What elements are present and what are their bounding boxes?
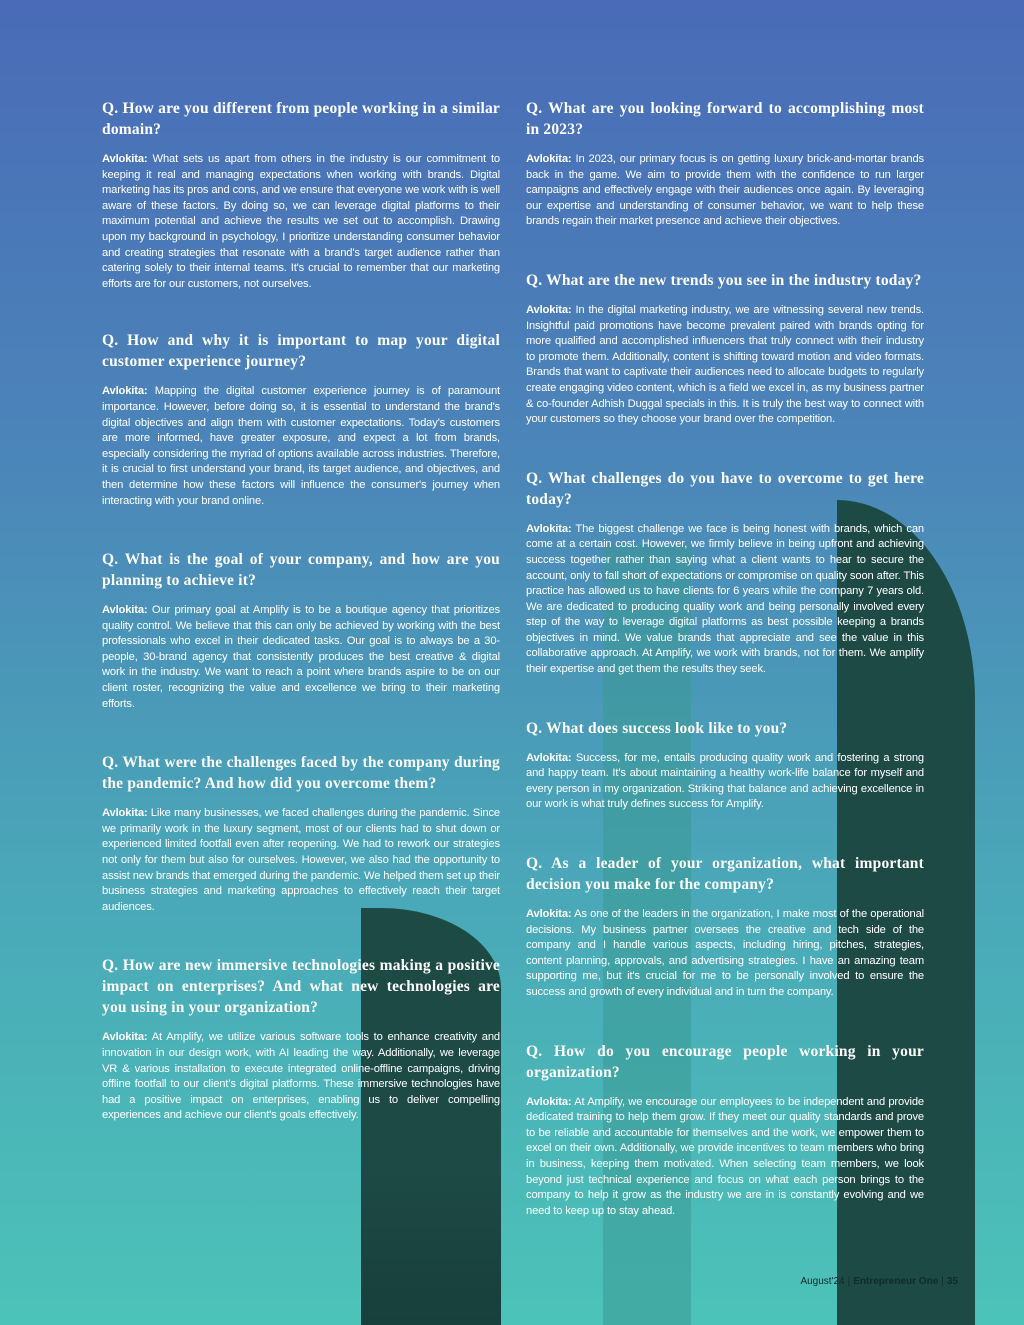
speaker-label: Avlokita: (526, 1095, 572, 1108)
question-heading: Q. How do you encourage people working in your organization? (526, 1042, 924, 1081)
answer-text (526, 152, 924, 230)
qa-block (102, 98, 500, 292)
speaker-label: Avlokita: (526, 908, 572, 921)
publication-name: Entrepreneur One (853, 1276, 939, 1287)
page-footer (800, 1276, 958, 1287)
speaker-label: Avlokita: (526, 303, 572, 316)
answer-body: At Amplify, we utilize various software tools to enhance creativity and innovation in our design work, with AI leading the way. Additionally, we leverage VR & various installation to execute integrated online-offline campaigns, driving offline footfall to our client's digital platforms. These immersive technologies have had a positive impact on enterprises, enabling us to deliver compelling experiences and achieve our client's goals effectively. (102, 1031, 501, 1122)
question-heading: Q. How are new immersive technologies making a positive impact on enterprises? And what new technologies are you using in your organization? (102, 957, 500, 1017)
answer-text (526, 303, 924, 428)
answer-body: In 2023, our primary focus is on getting luxury brick-and-mortar brands back in the game. We aim to provide them with the confidence to run larger campaigns and effectively engage with their audiences once again. By leveraging our expertise and understanding of consumer behavior, we want to help these brands regain their market presence and achieve their objectives. (526, 153, 924, 228)
qa-block (102, 955, 500, 1124)
issue-date: August'24 (800, 1276, 845, 1287)
qa-block (526, 718, 924, 813)
answer-body: Like many businesses, we faced challenges during the pandemic. Since we primarily work in the luxury segment, most of our clients had to shut down or experienced limited footfall even after reopening. We had to rework our strategies not only for them but also for ourselves. However, we also had the opportunity to assist new brands that emerged during the pandemic. We helped them set up their business strategies and marketing approaches to effectively reach their target audiences. (102, 807, 500, 913)
answer-text (102, 806, 500, 915)
qa-block (526, 1041, 924, 1220)
question-heading: Q. What were the challenges faced by the company during the pandemic? And how did you overcome them? (102, 754, 500, 793)
speaker-label: Avlokita: (102, 153, 148, 165)
speaker-label: Avlokita: (102, 1031, 148, 1044)
answer-body: Success, for me, entails producing quality work and fostering a strong and happy team. It’s about maintaining a healthy work-life balance for myself and every person in my organization. Striking that balance and achieving excellence in our work is what truly defines success for Amplify. (526, 751, 924, 811)
answer-text (102, 1030, 500, 1124)
question-heading: Q. What is the goal of your company, and how are you planning to achieve it? (102, 551, 500, 590)
qa-block (102, 752, 500, 915)
speaker-label: Avlokita: (102, 807, 148, 820)
question-heading: Q. What are the new trends you see in the industry today? (526, 271, 922, 289)
qa-block (526, 468, 924, 678)
left-column (102, 98, 500, 1124)
question-heading: Q. How and why it is important to map your digital customer experience journey? (102, 332, 500, 371)
answer-body: The biggest challenge we face is being honest with brands, which can come at a certain cost. However, we firmly believe in being upfront and achieving success together rather than saying what a client wants to hear to secure the account, only to fall short of expectations or compromise on quality soon after. This practice has allowed us to have clients for 6 years while the company 7 years old. We are dedicated to producing quality work and being personally involved every step of the way to leverage digital platforms as best possible keeping a brands objectives in mind. We value brands that appreciate and see the value in this collaborative approach. At Amplify, we work with brands, not for them. We amplify their expertise and get them the results they seek. (526, 522, 924, 676)
question-heading: Q. What challenges do you have to overcome to get here today? (526, 469, 924, 508)
answer-text (526, 1095, 924, 1220)
answer-body: Mapping the digital customer experience journey is of paramount importance. However, before doing so, it is essential to understand the brand's digital objectives and align them with customer expectations. Today's customers are more informed, have greater exposure, and expect a lot from brands, especially considering the myriad of options available across industries. Therefore, it is crucial to first understand your brand, its target audience, and objectives, and then determine how these factors will influence the consumer's journey when interacting with your brand online. (102, 385, 500, 507)
qa-block (526, 98, 924, 230)
answer-text (102, 384, 500, 509)
page-number: 35 (946, 1276, 958, 1287)
speaker-label: Avlokita: (526, 751, 572, 764)
answer-body: In the digital marketing industry, we are witnessing several new trends. Insightful paid promotions have become prevalent paired with brands opting for more qualified and accomplished influencers that truly connect with their industry to promote them. Additionally, content is shifting toward motion and video formats. Brands that want to captivate their audiences need to allocate budgets to regularly create engaging video content, which is a field we excel in, as my business partner & co-founder Adhish Duggal specials in this. It is truly the best way to connect with your customers so they choose your brand over the competition. (526, 303, 924, 426)
answer-text (526, 751, 924, 813)
speaker-label: Avlokita: (102, 604, 148, 617)
answer-text (102, 603, 500, 712)
footer-separator: | (941, 1276, 944, 1287)
decorative-letter-shadow-left (361, 1160, 501, 1325)
speaker-label: Avlokita: (102, 385, 148, 398)
answer-body: As one of the leaders in the organization, I make most of the operational decisions. My business partner oversees the creative and tech side of the company and I handle various aspects, including hiring, pitches, strategies, content planning, approvals, and advertising strategies. I have an amazing team supporting me, but it's crucial for me to be personally involved to ensure the success and growth of every individual and in turn the company. (526, 908, 924, 998)
speaker-label: Avlokita: (526, 153, 572, 165)
speaker-label: Avlokita: (526, 522, 572, 535)
answer-text (526, 907, 924, 1001)
qa-block (102, 330, 500, 509)
qa-block (526, 853, 924, 1001)
question-heading: Q. How are you different from people working in a similar domain? (102, 100, 500, 138)
answer-body: What sets us apart from others in the industry is our commitment to keeping it real and managing expectations when working with brands. Digital marketing has its pros and cons, and we ensure that everyone we work with is well aware of these factors. By doing so, we can leverage digital platforms to their maximum potential and achieve the results we set out to accomplish. Drawing upon my background in psychology, I prioritize understanding consumer behavior and creating strategies that resonate with a brand's target audience rather than catering solely to their internal teams. It's crucial to remember that our marketing efforts are for our customers, not ourselves. (102, 153, 501, 290)
answer-text (102, 152, 500, 292)
answer-text (526, 522, 924, 678)
qa-block (102, 549, 500, 712)
answer-body: Our primary goal at Amplify is to be a boutique agency that prioritizes quality control. We believe that this can only be achieved by working with the best professionals who excel in their dedicated tasks. Our goal is to always be a 30-people, 30-brand agency that consistently produces the best creative & digital work in the industry. We want to reach a point where brands aspire to be on our client roster, recognizing the value and excellence we bring to their marketing efforts. (102, 604, 500, 710)
footer-separator: | (847, 1276, 851, 1287)
question-heading: Q. As a leader of your organization, what important decision you make for the company? (526, 855, 924, 894)
question-heading: Q. What does success look like to you? (526, 719, 788, 737)
answer-body: At Amplify, we encourage our employees to be independent and provide dedicated training to help them grow. If they meet our quality standards and prove to be reliable and accountable for themselves and the work, we empower them to excel on their own. Additionally, we provide incentives to team members who bring in business, keeping them motivated. When selecting team members, we look beyond just technical experience and focus on what each person brings to the company to help it grow as the industry we are in is constantly evolving and we need to keep up to stay ahead. (526, 1095, 924, 1217)
question-heading: Q. What are you looking forward to accomplishing most in 2023? (526, 100, 924, 138)
right-column (526, 98, 924, 1219)
qa-block (526, 270, 924, 428)
